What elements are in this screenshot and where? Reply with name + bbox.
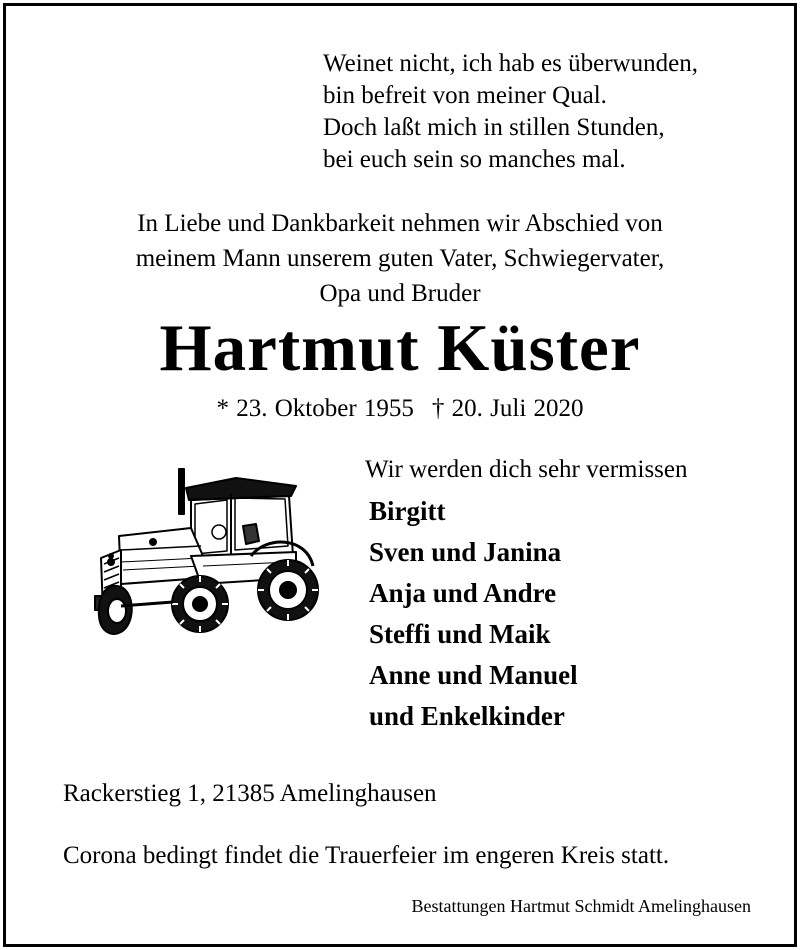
death-date: † 20. Juli 2020 [431, 395, 584, 422]
poem [323, 48, 698, 176]
poem-line: bei euch sein so manches mal. [323, 146, 626, 173]
undertaker-credit: Bestattungen Hartmut Schmidt Amelinghausen [411, 896, 751, 916]
poem-line: Weinet nicht, ich hab es überwunden, [323, 50, 698, 77]
farewell-text [6, 206, 794, 311]
mourner-name: Anja und Andre [369, 578, 557, 608]
poem-line: bin befreit von meiner Qual. [323, 82, 607, 109]
birth-date: * 23. Oktober 1955 [216, 395, 414, 422]
tractor-icon [91, 466, 321, 646]
mourner-name: Birgitt [369, 496, 446, 526]
mourner-name: Sven und Janina [369, 537, 562, 567]
mourners-list [369, 491, 578, 737]
farewell-line: Opa und Bruder [319, 280, 481, 307]
mourner-name: Anne und Manuel [369, 660, 578, 690]
mourner-address: Rackerstieg 1, 21385 Amelinghausen [63, 780, 437, 807]
obituary-frame [3, 3, 797, 947]
farewell-line: In Liebe und Dankbarkeit nehmen wir Abschied von [137, 210, 663, 237]
funeral-notice: Corona bedingt findet die Trauerfeier im engeren Kreis statt. [63, 842, 670, 869]
poem-line: Doch laßt mich in stillen Stunden, [323, 114, 665, 141]
deceased-name: Hartmut Küster [159, 311, 641, 385]
mourners-heading: Wir werden dich sehr vermissen [365, 456, 688, 483]
farewell-line: meinem Mann unserem guten Vater, Schwiegervater, [135, 245, 665, 272]
life-dates [6, 392, 794, 426]
mourner-name: Steffi und Maik [369, 619, 551, 649]
mourner-name: und Enkelkinder [369, 701, 565, 731]
